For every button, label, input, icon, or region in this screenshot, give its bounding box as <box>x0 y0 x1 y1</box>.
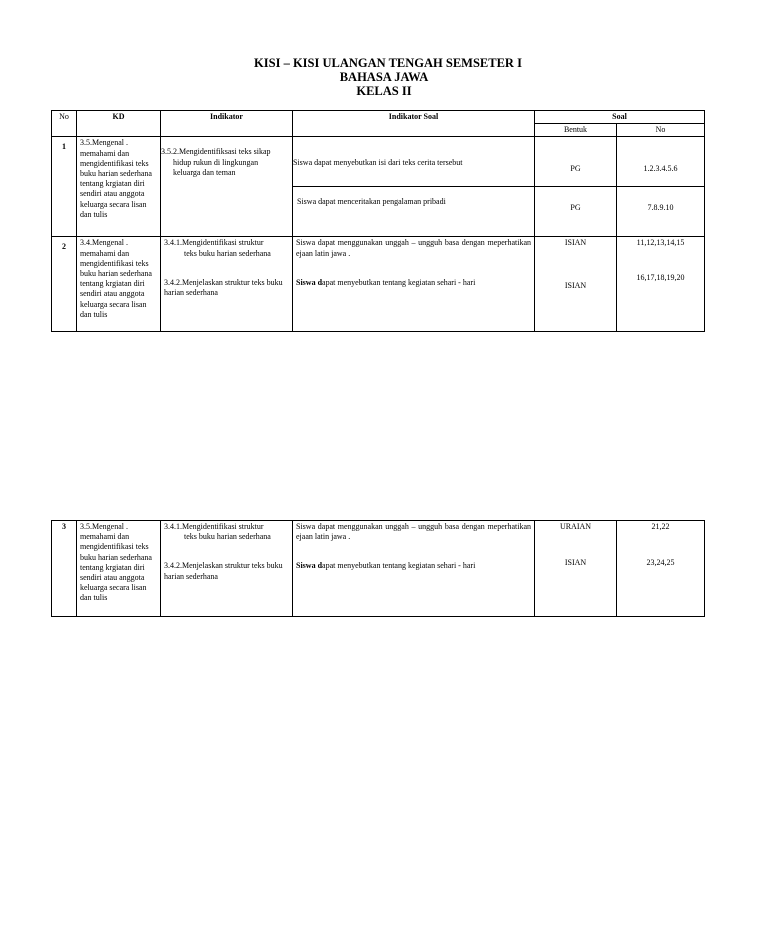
soal-no-cell <box>617 521 705 617</box>
indikator-line: teks buku harian sederhana <box>184 248 271 258</box>
header-bentuk: Bentuk <box>535 124 617 137</box>
indikator-soal-text: Siswa dapat menggunakan unggah – ungguh basa dengan meperhatikan ejaan latin jawa . <box>296 522 531 542</box>
header-soal-no: No <box>617 124 705 137</box>
title-line-1: KISI – KISI ULANGAN TENGAH SEMSETER I <box>254 56 522 70</box>
indikator-line: 3.4.1.Mengidentifikasi struktur <box>164 522 264 531</box>
indikator-soal-text <box>296 278 531 288</box>
indikator-soal-cell: Siswa dapat menyebutkan isi dari teks cerita tersebut <box>293 137 535 187</box>
soal-no-cell <box>617 237 705 332</box>
soal-no-value: 21,22 <box>651 522 670 531</box>
kd-cell: 3.4.Mengenal . memahami dan mengidentifikasi teks buku harian sederhana tentang krgiatan diri sendiri atau anggota keluarga secara lisan dan tulis <box>77 237 161 332</box>
kisi-kisi-table <box>51 110 705 332</box>
header-no: No <box>52 111 77 137</box>
indikator-cell <box>161 521 293 617</box>
row-number: 1 <box>52 137 77 237</box>
header-soal: Soal <box>535 111 705 124</box>
indikator-cell <box>161 137 293 237</box>
bentuk-value: URAIAN <box>559 522 592 531</box>
table-row <box>52 237 705 332</box>
bentuk-cell <box>535 521 617 617</box>
indikator-line: 3.4.2.Menjelaskan struktur teks buku harian sederhana <box>164 561 283 581</box>
title-line-2: BAHASA JAWA <box>339 70 429 84</box>
bold-text: Siswa d <box>296 561 323 571</box>
indikator-soal-text <box>296 561 531 571</box>
indikator-soal-cell <box>293 237 535 332</box>
table-row <box>52 137 705 187</box>
document-title <box>0 56 768 98</box>
row-number: 3 <box>52 521 77 617</box>
kd-cell: 3.5.Mengenal . memahami dan mengidentifikasi teks buku harian sederhana tentang krgiatan diri sendiri atau anggota keluarga secara lisan dan tulis <box>77 521 161 617</box>
bentuk-cell: PG <box>535 137 617 187</box>
header-indikator-soal: Indikator Soal <box>293 111 535 137</box>
indikator-line: 3.4.2.Menjelaskan struktur teks buku harian sederhana <box>164 277 283 298</box>
indikator-line: 3.4.1.Mengidentifikasi struktur <box>164 238 264 248</box>
indikator-cell <box>161 237 293 332</box>
bentuk-value: ISIAN <box>564 280 587 290</box>
indikator-line: 3.5.2.Mengidentifiksasi teks sikap <box>161 147 271 157</box>
bentuk-cell: PG <box>535 187 617 237</box>
header-indikator: Indikator <box>161 111 293 137</box>
normal-text: apat menyebutkan tentang kegiatan sehari - hari <box>322 561 476 571</box>
indikator-line: teks buku harian sederhana <box>184 532 271 542</box>
row-number: 2 <box>52 237 77 332</box>
soal-no-value: 23,24,25 <box>646 558 675 568</box>
soal-no-value: 11,12,13,14,15 <box>636 238 685 248</box>
indikator-soal-text: Siswa dapat menggunakan unggah – ungguh basa dengan meperhatikan ejaan latin jawa . <box>296 238 531 258</box>
indikator-line: keluarga dan teman <box>173 167 236 177</box>
indikator-line: hidup rukun di lingkungan <box>173 157 259 167</box>
bentuk-value: ISIAN <box>564 238 587 248</box>
soal-no-cell: 1.2.3.4.5.6 <box>617 137 705 187</box>
kd-cell: 3.5.Mengenal . memahami dan mengidentifikasi teks buku harian sederhana tentang krgiatan diri sendiri atau anggota keluarga secara lisan dan tulis <box>77 137 161 237</box>
bentuk-cell <box>535 237 617 332</box>
soal-no-value: 16,17,18,19,20 <box>636 272 685 282</box>
indikator-soal-cell: Siswa dapat menceritakan pengalaman pribadi <box>293 187 535 237</box>
normal-text: apat menyebutkan tentang kegiatan sehari - hari <box>322 277 476 287</box>
title-line-3: KELAS II <box>356 84 412 98</box>
kisi-kisi-table-continued <box>51 520 705 617</box>
table-row <box>52 521 705 617</box>
indikator-soal-cell <box>293 521 535 617</box>
soal-no-cell: 7.8.9.10 <box>617 187 705 237</box>
header-kd: KD <box>77 111 161 137</box>
bold-text: Siswa d <box>296 277 323 287</box>
bentuk-value: ISIAN <box>564 558 587 568</box>
